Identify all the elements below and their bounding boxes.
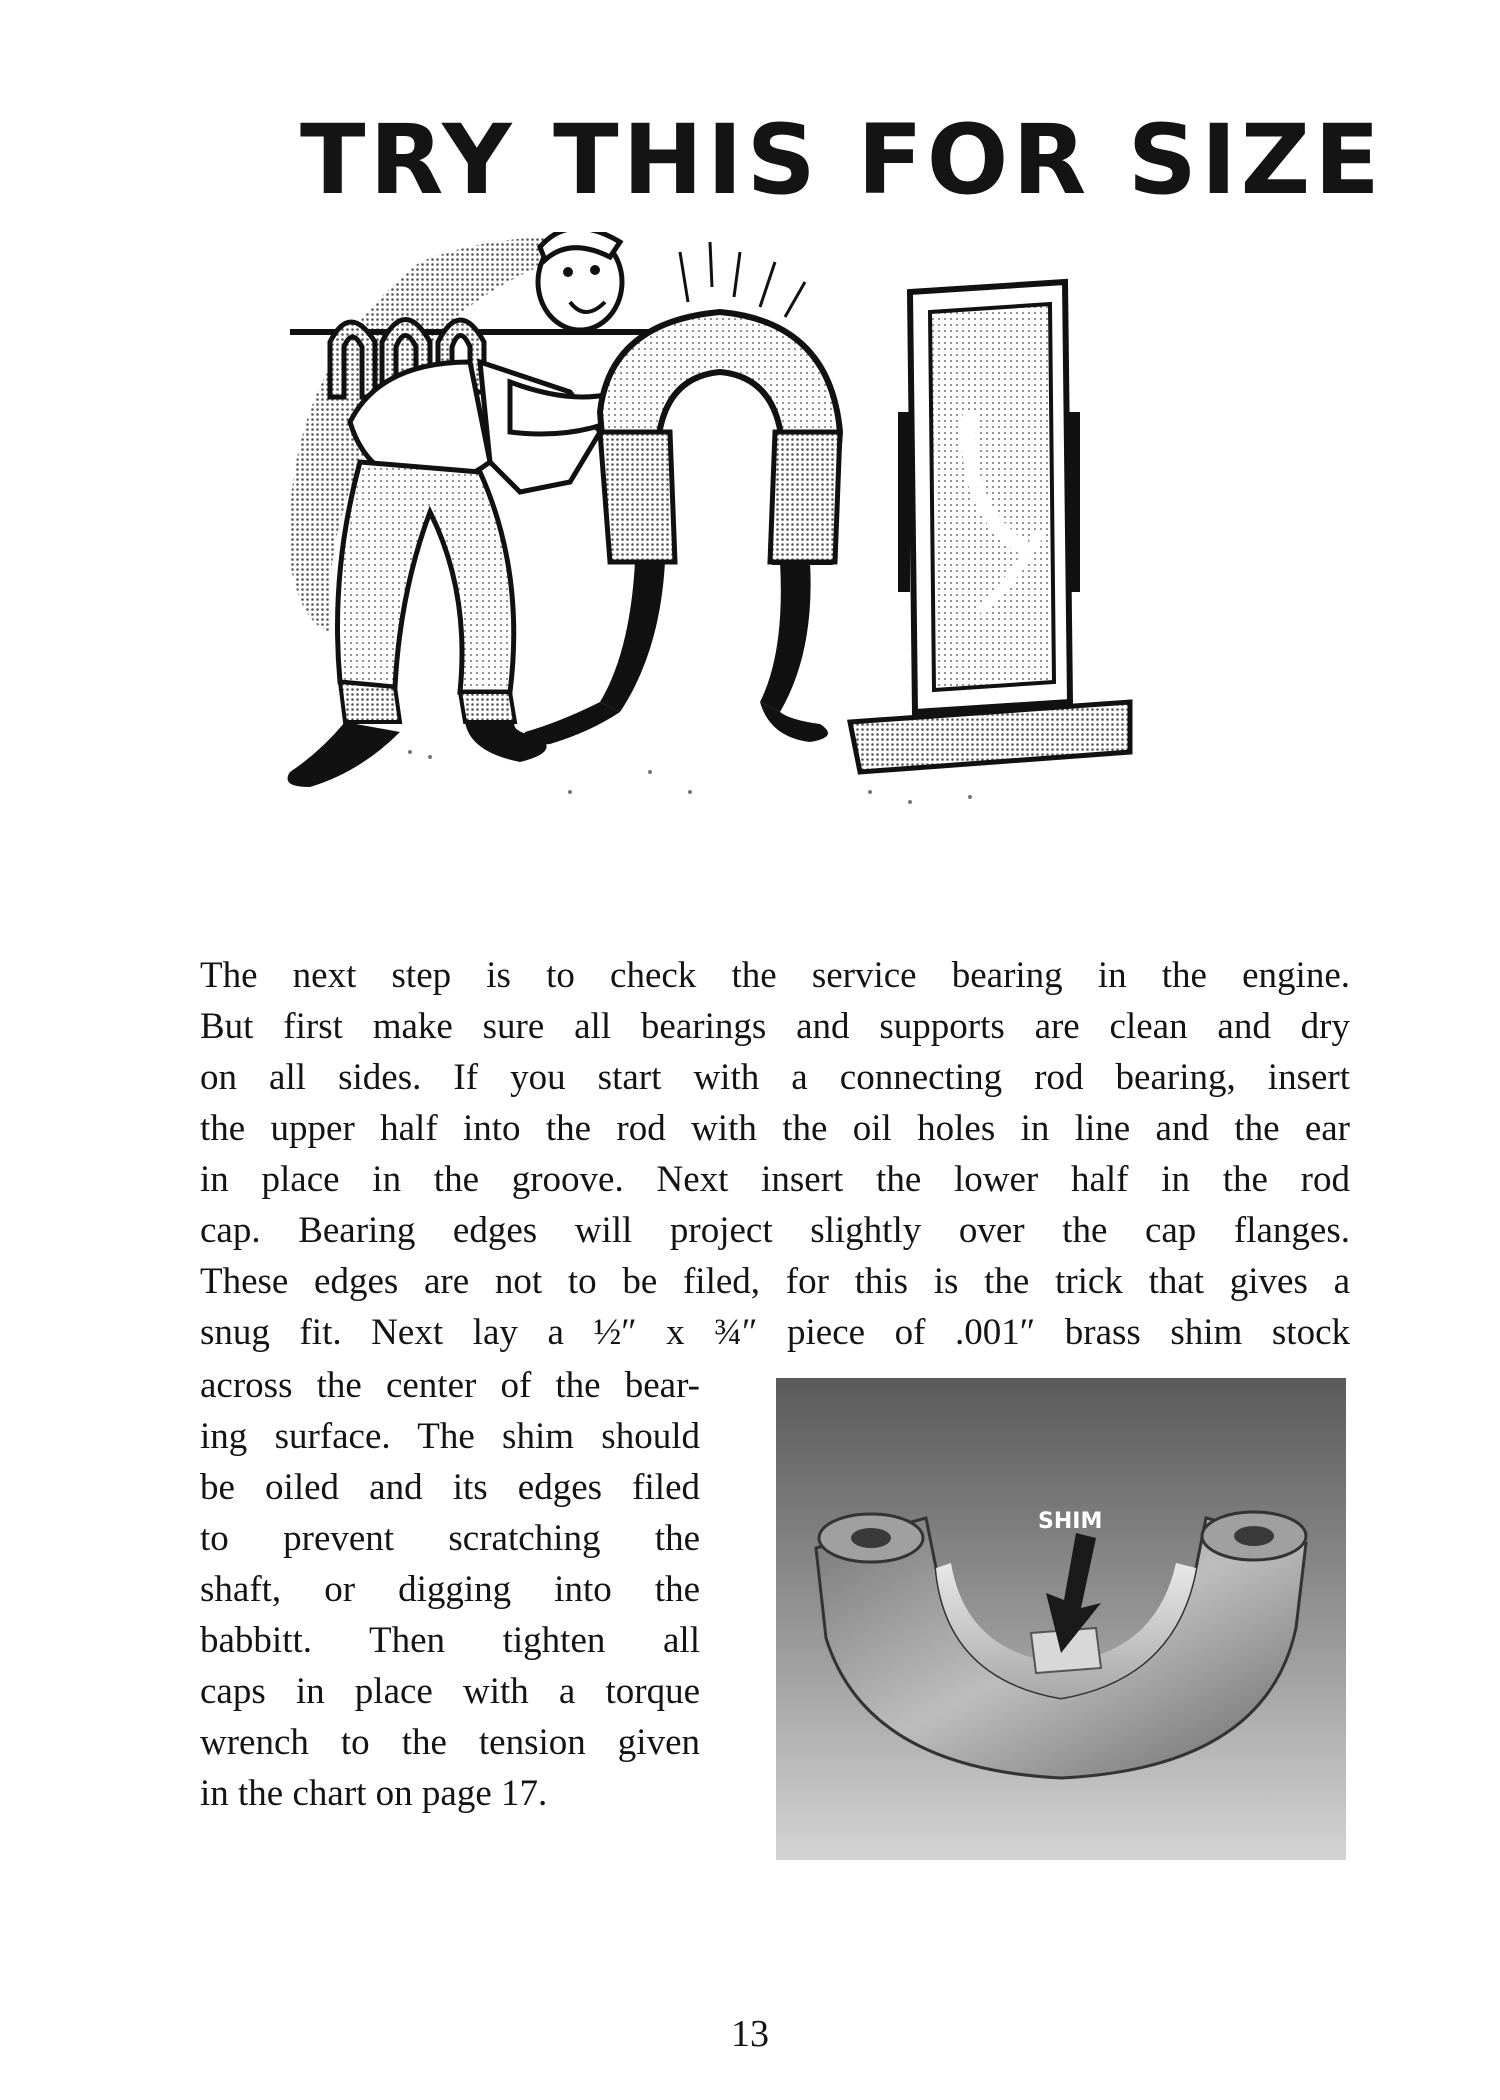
page-title: TRY THIS FOR SIZE bbox=[300, 104, 1384, 216]
paragraph-line: But first make sure all bearings and supports are clean and dry bbox=[200, 1006, 1350, 1047]
paragraph-line: The next step is to check the service bearing in the engine. bbox=[200, 955, 1350, 996]
paragraph-line: in place in the groove. Next insert the lower half in the rod bbox=[200, 1159, 1350, 1200]
page-number: 13 bbox=[731, 2013, 769, 2055]
paragraph-line: be oiled and its edges filed bbox=[200, 1467, 700, 1508]
body-paragraph bbox=[200, 950, 1350, 1358]
paragraph-line: These edges are not to be filed, for this is the trick that gives a bbox=[200, 1261, 1350, 1302]
paragraph-line: shaft, or digging into the bbox=[200, 1569, 700, 1610]
cartoon-soldier-holding-bearing-before-mirror-icon bbox=[270, 232, 1330, 890]
shim-label: SHIM bbox=[1038, 1509, 1103, 1534]
bearing-shell-photo-icon bbox=[776, 1378, 1346, 1860]
paragraph-line: on all sides. If you start with a connecting rod bearing, insert bbox=[200, 1057, 1350, 1098]
paragraph-line: snug fit. Next lay a ½″ x ¾″ piece of .001″ brass shim stock bbox=[200, 1312, 1350, 1353]
paragraph-line: babbitt. Then tighten all bbox=[200, 1620, 700, 1661]
paragraph-line: in the chart on page 17. bbox=[200, 1773, 548, 1814]
paragraph-line: cap. Bearing edges will project slightly over the cap flanges. bbox=[200, 1210, 1350, 1251]
paragraph-line: across the center of the bear- bbox=[200, 1365, 700, 1406]
paragraph-line: ing surface. The shim should bbox=[200, 1416, 700, 1457]
paragraph-line: wrench to the tension given bbox=[200, 1722, 700, 1763]
paragraph-line: to prevent scratching the bbox=[200, 1518, 700, 1559]
paragraph-line: caps in place with a torque bbox=[200, 1671, 700, 1712]
paragraph-line: the upper half into the rod with the oil holes in line and the ear bbox=[200, 1108, 1350, 1149]
body-paragraph-continued bbox=[200, 1360, 700, 1819]
